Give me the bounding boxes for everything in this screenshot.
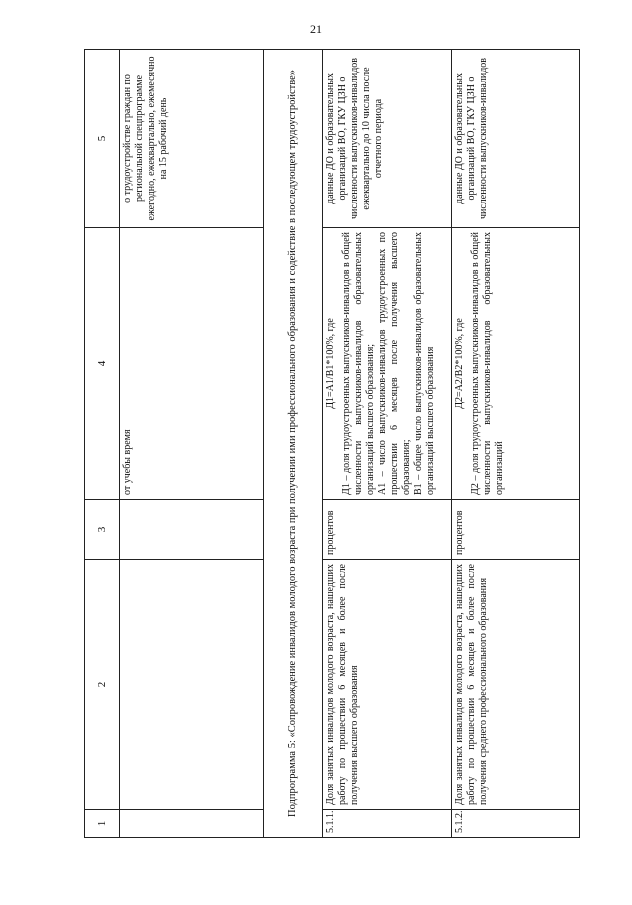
continuation-row xyxy=(119,50,263,838)
cont-cell-3 xyxy=(119,500,263,560)
row-formula-cell xyxy=(323,228,451,500)
formula: Д2=А2/В2*100%, где xyxy=(453,318,465,409)
row-formula-cell xyxy=(451,228,579,500)
header-col-1: 1 xyxy=(85,810,120,838)
row-name: Доля занятых инвалидов молодого возраста, нашедших работу по прошествии 6 месяцев и более после получения среднего профессионального образования xyxy=(451,560,579,810)
table-row xyxy=(451,50,579,838)
formula-definition: В1 – общее число выпускников-инвалидов образовательных организаций высшего образования xyxy=(413,232,437,495)
table-header-row xyxy=(85,50,120,838)
indicator-table xyxy=(84,49,580,838)
page-number: 21 xyxy=(310,22,322,36)
row-name: Доля занятых инвалидов молодого возраста, нашедших работу по прошествии 6 месяцев и более после получения высшего образования xyxy=(323,560,451,810)
row-unit: процентов xyxy=(323,500,451,560)
header-col-2: 2 xyxy=(85,560,120,810)
subprogram-title: Подпрограмма 5: «Сопровождение инвалидов молодого возраста при получении ими профессионального образования и содействие в последующем трудоустройстве» xyxy=(263,50,323,838)
row-source: данные ДО и образовательных организаций ВО, ГКУ ЦЗН о численности выпускников-инвалидов ежеквартально до 10 числа после отчетного периода xyxy=(323,50,451,228)
header-col-3: 3 xyxy=(85,500,120,560)
formula-definition: А1 – число выпускников-инвалидов трудоустроенных по прошествии 6 месяцев после получения высшего образования; xyxy=(377,232,413,495)
formula: Д1=А1/В1*100%, где xyxy=(325,318,337,409)
formula-definition: Д1 – доля трудоустроенных выпускников-инвалидов в общей численности выпускников-инвалидов образовательных организаций высшего образования; xyxy=(341,232,377,495)
cont-cell-1 xyxy=(119,810,263,838)
rotated-table-container xyxy=(84,50,580,838)
cont-cell-2 xyxy=(119,560,263,810)
subprogram-row xyxy=(263,50,323,838)
formula-definition: Д2 – доля трудоустроенных выпускников-инвалидов в общей численности выпускников-инвалидов образовательных организаций xyxy=(469,232,505,495)
row-code: 5.1.1. xyxy=(323,810,451,838)
header-col-5: 5 xyxy=(85,50,120,228)
row-unit: процентов xyxy=(451,500,579,560)
row-source: данные ДО и образовательных организаций ВО, ГКУ ЦЗН о численности выпускников-инвалидов xyxy=(451,50,579,228)
cont-cell-4: от учебы время xyxy=(119,228,263,500)
cont-cell-5: о трудоустройстве граждан по региональной спецпрограмме ежегодно, ежеквартально, ежемесячно на 15 рабочий день xyxy=(119,50,263,228)
header-col-4: 4 xyxy=(85,228,120,500)
table-row xyxy=(323,50,451,838)
row-code: 5.1.2. xyxy=(451,810,579,838)
